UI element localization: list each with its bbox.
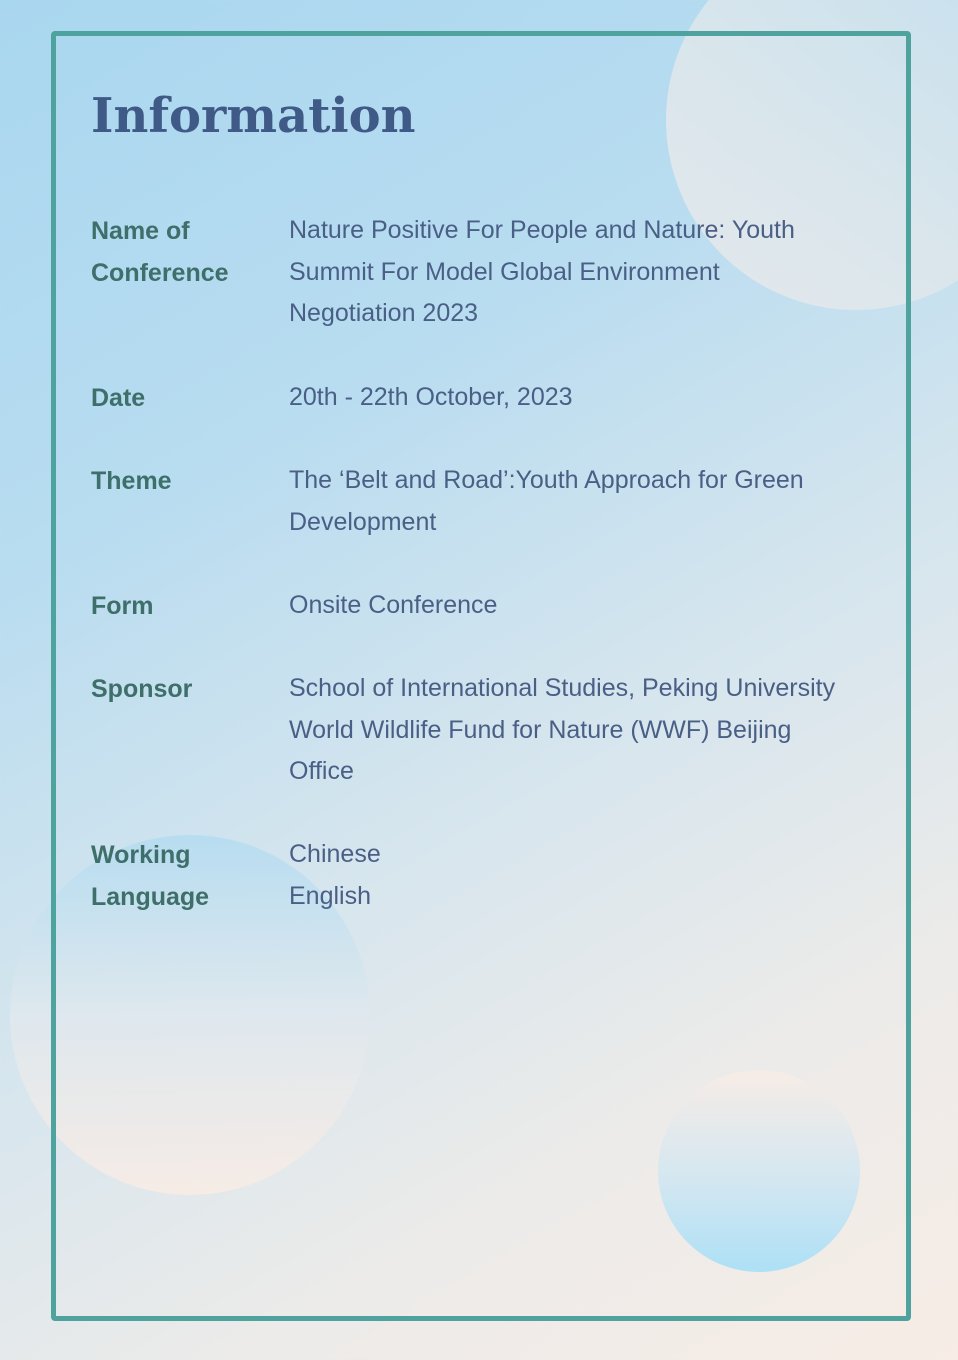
row-label <box>91 460 261 502</box>
row-value <box>289 210 879 335</box>
value-line: Chinese <box>289 840 381 868</box>
value-line: Development <box>289 507 437 536</box>
row-value <box>289 460 879 543</box>
value-line: School of International Studies, Peking University <box>289 674 836 702</box>
row-value <box>289 668 879 793</box>
page-title: Information <box>91 88 416 144</box>
label-line: Working <box>91 841 191 869</box>
row-label <box>91 668 261 710</box>
row-value <box>289 377 879 419</box>
value-line: World Wildlife Fund for Nature (WWF) Beijing <box>289 715 792 744</box>
row-value <box>289 834 879 917</box>
value-line: Nature Positive For People and Nature: Youth <box>289 216 795 244</box>
label-line: Name of <box>91 217 190 245</box>
value-line: English <box>289 881 371 910</box>
value-line: Onsite Conference <box>289 591 498 619</box>
label-line: Conference <box>91 259 229 287</box>
value-line: Negotiation 2023 <box>289 299 479 328</box>
label-line: Form <box>91 592 154 620</box>
value-line: Summit For Model Global Environment <box>289 257 720 286</box>
row-value <box>289 585 879 627</box>
value-line: 20th - 22th October, 2023 <box>289 383 573 411</box>
row-label <box>91 585 261 627</box>
row-label <box>91 834 261 918</box>
label-line: Language <box>91 883 210 911</box>
value-line: The ‘Belt and Road’:Youth Approach for Green <box>289 466 804 494</box>
row-label <box>91 377 261 419</box>
value-line: Office <box>289 757 354 786</box>
label-line: Sponsor <box>91 675 193 703</box>
label-line: Date <box>91 384 146 412</box>
row-label <box>91 210 261 294</box>
label-line: Theme <box>91 467 172 495</box>
